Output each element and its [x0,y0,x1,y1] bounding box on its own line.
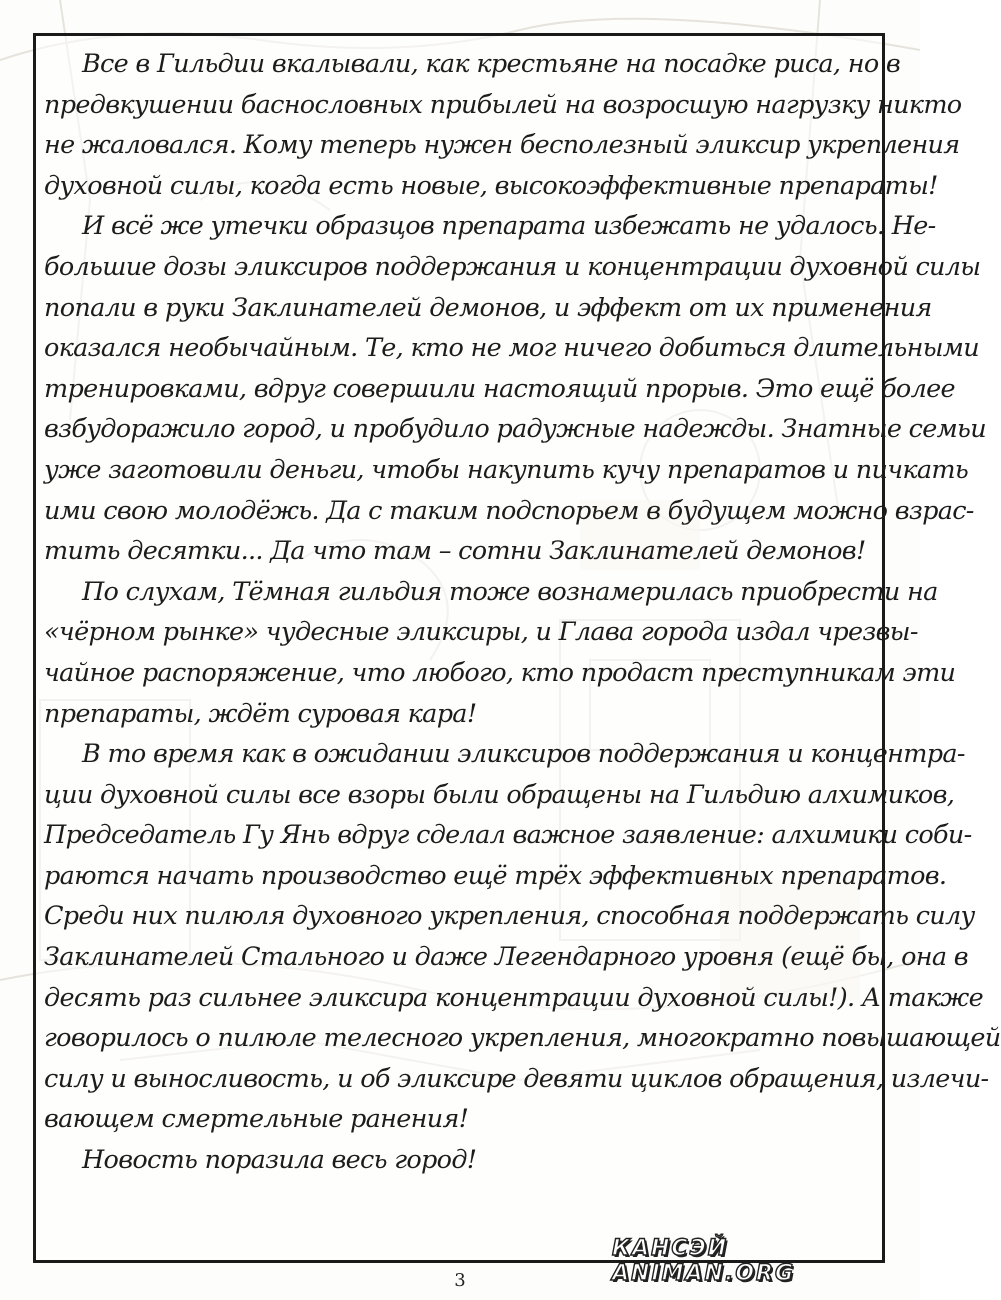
text-line: Новость поразила весь город! [82,1145,477,1176]
text-line: тить десятки... Да что там – сотни Заклинателей демонов! [44,536,866,567]
text-line: Все в Гильдии вкалывали, как крестьяне на посадке риса, но в [82,49,901,79]
text-line: По слухам, Тёмная гильдия тоже вознамерилась приобрести на [82,576,938,607]
text-line: не жаловался. Кому теперь нужен бесполезный эликсир укрепления [44,130,960,161]
text-line: уже заготовили деньги, чтобы накупить кучу препаратов и пичкать [44,454,969,485]
text-line: И всё же утечки образцов препарата избежать не удалось. Не- [82,211,936,242]
text-line: духовной силы, когда есть новые, высокоэффективные препараты! [44,170,938,201]
text-line: ции духовной силы все взоры были обращены на Гильдию алхимиков, [44,779,955,810]
text-line: «чёрном рынке» чудесные эликсиры, и Глава города издал чрезвы- [44,617,918,648]
text-line: взбудоражило город, и пробудило радужные надежды. Знатные семьи [44,414,986,445]
text-line: препараты, ждёт суровая кара! [44,698,477,729]
text-line: ими свою молодёжь. Да с таким подспорьем в будущем можно взрас- [44,495,974,526]
text-line: вающем смертельные ранения! [44,1104,469,1135]
text-line: тренировками, вдруг совершили настоящий прорыв. Это ещё более [44,373,955,404]
text-line: В то время как в ожидании эликсиров поддержания и концентра- [82,739,965,770]
text-line: предвкушении баснословных прибылей на возросшую нагрузку никто [44,89,962,120]
text-line: Среди них пилюля духовного укрепления, способная поддержать силу [44,901,975,932]
scanlation-logo: КАНСЭЙ ANIMAN.ORG [612,1236,796,1286]
text-line: силу и выносливость, и об эликсире девяти циклов обращения, излечи- [44,1063,989,1094]
text-line: чайное распоряжение, что любого, кто продаст преступникам эти [44,657,956,688]
text-line: раются начать производство ещё трёх эффективных препаратов. [44,860,947,891]
text-line: большие дозы эликсиров поддержания и концентрации духовной силы [44,251,981,282]
text-line: говорилось о пилюле телесного укрепления, многократно повышающей [44,1023,1001,1054]
text-line: Заклинателей Стального и даже Легендарного уровня (ещё бы, она в [44,942,968,973]
text-line: попали в руки Заклинателей демонов, и эффект от их применения [44,292,932,323]
narration-text [44,44,1001,1181]
text-line: десять раз сильнее эликсира концентрации духовной силы!). А также [44,982,983,1013]
text-line: оказался необычайным. Те, кто не мог ничего добиться длительными [44,333,979,364]
text-line: Председатель Гу Янь вдруг сделал важное заявление: алхимики соби- [44,820,972,851]
page-number: 3 [454,1270,466,1291]
